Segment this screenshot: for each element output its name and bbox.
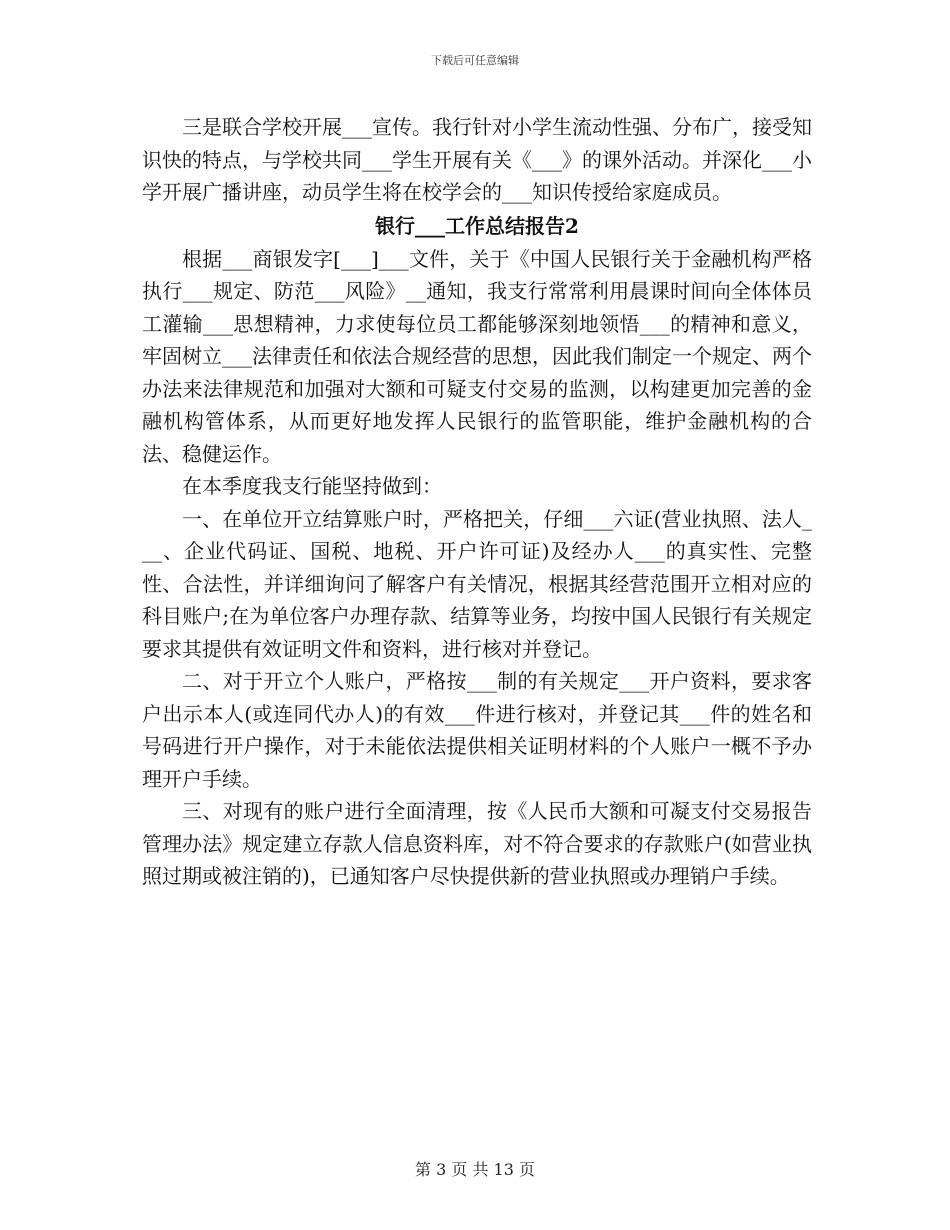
- paragraph-6: 三、对现有的账户进行全面清理，按《人民币大额和可凝支付交易报告管理办法》规定建立存款人信息资料库，对不符合要求的存款账户(如营业执照过期或被注销的)，已通知客户尽快提供新的营业执照或办理销户手续。: [142, 799, 812, 888]
- page-footer: 第 3 页 共 13 页: [415, 1160, 535, 1179]
- paragraph-2: 根据___商银发字[___]___文件，关于《中国人民银行关于金融机构严格执行___规定、防范___风险》__通知，我支行常常利用晨课时间向全体体员工灌输___思想精神，力求使每位员工都能够深刻地领悟___的精神和意义，牢固树立___法律责任和依法合规经营的思想，因此我们制定一个规定、两个办法来法律规范和加强对大额和可疑支付交易的监测，以构建更加完善的金融机构管体系，从而更好地发挥人民银行的监管职能，维护金融机构的合法、稳健运作。: [142, 246, 812, 466]
- paragraph-1: 三是联合学校开展___宣传。我行针对小学生流动性强、分布广，接受知识快的特点，与学校共同___学生开展有关《___》的课外活动。并深化___小学开展广播讲座，动员学生将在校学会的___知识传授给家庭成员。: [142, 115, 812, 204]
- document-body: [142, 111, 812, 893]
- paragraph-3: 在本季度我支行能坚持做到：: [182, 474, 442, 498]
- paragraph-4: 一、在单位开立结算账户时，严格把关，仔细___六证(营业执照、法人___、企业代码证、国税、地税、开户许可证)及经办人___的真实性、完整性、合法性，并详细询问了解客户有关情况，根据其经营范围开立相对应的科目账户;在为单位客户办理存款、结算等业务，均按中国人民银行有关规定要求其提供有效证明文件和资料，进行核对并登记。: [142, 506, 812, 661]
- section-title: 银行___工作总结报告2: [375, 213, 579, 238]
- paragraph-5: 二、对于开立个人账户，严格按___制的有关规定___开户资料，要求客户出示本人(或连同代办人)的有效___件进行核对，并登记其___件的姓名和号码进行开户操作，对于未能依法提供相关证明材料的个人账户一概不予办理开户手续。: [142, 669, 812, 791]
- page-header: 下载后可任意编辑: [431, 54, 519, 67]
